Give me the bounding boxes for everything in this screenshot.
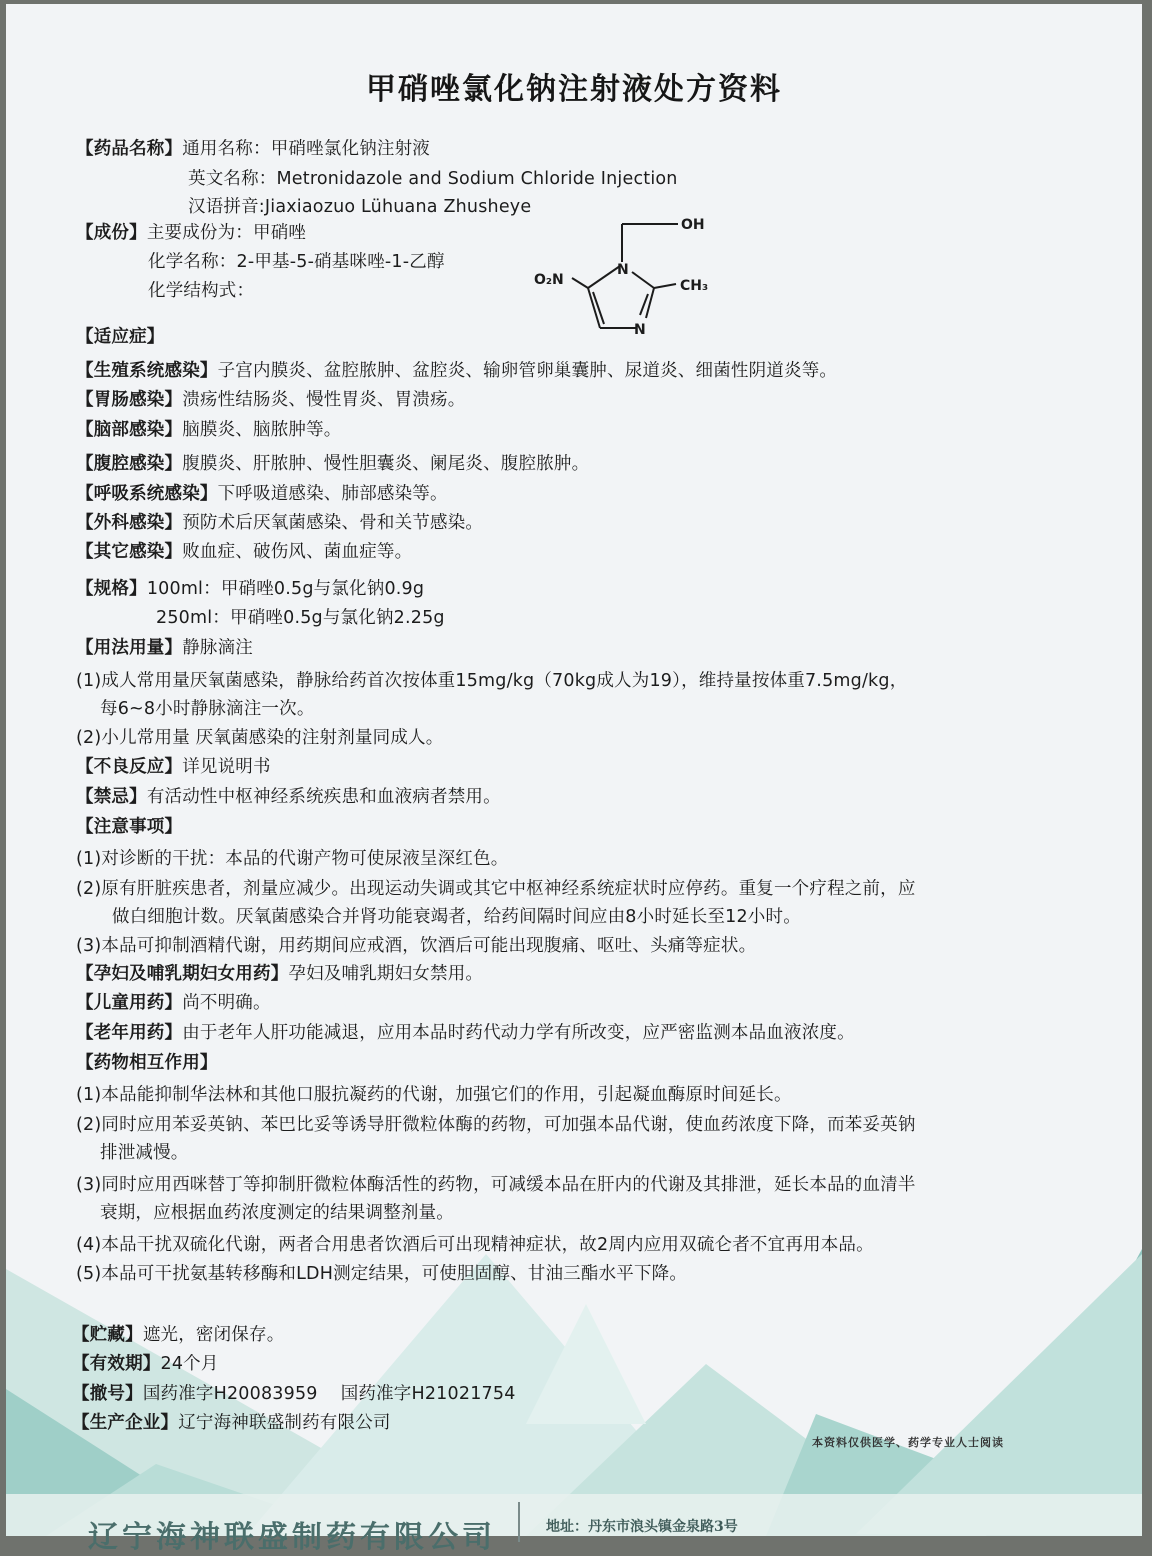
- indication-tag: 【生殖系统感染】: [76, 361, 218, 381]
- children-tag: 【儿童用药】: [76, 993, 183, 1013]
- approval-row: [72, 1383, 516, 1405]
- spec-line-2: 250ml：甲硝唑0.5g与氯化钠2.25g: [156, 608, 445, 628]
- indication-text: 下呼吸道感染、肺部感染等。: [217, 484, 448, 504]
- usage-item-1: (1)成人常用量厌氧菌感染，静脉给药首次按体重15mg/kg（70kg成人为19），维持量按体重7.5mg/kg，: [76, 671, 908, 691]
- english-name: 英文名称：Metronidazole and Sodium Chloride Injection: [188, 169, 678, 189]
- storage-row: [72, 1324, 284, 1346]
- indication-tag: 【脑部感染】: [76, 420, 183, 440]
- structure-n3-label: N: [634, 322, 646, 338]
- interaction-2-cont: 排泄减慢。: [100, 1143, 189, 1163]
- footer-address: 地址：丹东市浪头镇金泉路3号: [546, 1519, 738, 1535]
- precaution-1: (1)对诊断的干扰：本品的代谢产物可使尿液呈深红色。: [76, 849, 509, 869]
- approval-tag: 【撤号】: [72, 1384, 143, 1404]
- composition-tag: 【成份】: [76, 223, 147, 243]
- indication-tag: 【胃肠感染】: [76, 390, 183, 410]
- indication-tag: 【其它感染】: [76, 542, 183, 562]
- composition-row: [76, 222, 306, 244]
- adverse-row: [76, 756, 271, 778]
- children-text: 尚不明确。: [182, 993, 271, 1013]
- footer-company-name: 辽宁海神联盛制药有限公司: [88, 1520, 496, 1555]
- storage-tag: 【贮藏】: [72, 1325, 143, 1345]
- spec-tag: 【规格】: [76, 579, 147, 599]
- indication-item: [76, 483, 448, 505]
- interaction-5: (5)本品可干扰氨基转移酶和LDH测定结果，可使胆固醇、甘油三酯水平下降。: [76, 1264, 688, 1284]
- children-row: [76, 992, 271, 1014]
- spec-line-1: 100ml：甲硝唑0.5g与氯化钠0.9g: [146, 579, 425, 599]
- manufacturer-text: 辽宁海神联盛制药有限公司: [178, 1413, 391, 1433]
- indication-text: 败血症、破伤风、菌血症等。: [182, 542, 413, 562]
- chemical-name: 化学名称：2-甲基-5-硝基咪唑-1-乙醇: [148, 252, 445, 272]
- indication-text: 溃疡性结肠炎、慢性胃炎、胃溃疡。: [182, 390, 466, 410]
- pregnancy-tag: 【孕妇及哺乳期妇女用药】: [76, 964, 289, 984]
- validity-tag: 【有效期】: [72, 1354, 161, 1374]
- manufacturer-tag: 【生产企业】: [72, 1413, 179, 1433]
- approval-text: 国药准字H20083959 国药准字H21021754: [142, 1384, 516, 1404]
- precaution-3: (3)本品可抑制酒精代谢，用药期间应戒酒，饮酒后可能出现腹痛、呕吐、头痛等症状。: [76, 936, 757, 956]
- document-sheet: [6, 4, 1142, 1555]
- validity-text: 24个月: [160, 1354, 219, 1374]
- indication-item: [76, 512, 483, 534]
- pinyin-name: 汉语拼音:Jiaxiaozuo Lühuana Zhusheye: [188, 197, 532, 217]
- indication-item: [76, 419, 342, 441]
- indication-text: 子宫内膜炎、盆腔脓肿、盆腔炎、输卵管卵巢囊肿、尿道炎、细菌性阴道炎等。: [217, 361, 838, 381]
- structure-label: 化学结构式：: [148, 281, 255, 301]
- pregnancy-row: [76, 963, 483, 985]
- usage-route: 静脉滴注: [182, 638, 254, 658]
- usage-row: [76, 637, 253, 659]
- elderly-text: 由于老年人肝功能减退，应用本品时药代动力学有所改变，应严密监测本品血液浓度。: [182, 1023, 855, 1043]
- drug-name-row: [76, 138, 430, 160]
- indication-item: [76, 541, 412, 563]
- indication-tag: 【外科感染】: [76, 513, 183, 533]
- indication-text: 预防术后厌氧菌感染、骨和关节感染。: [182, 513, 484, 533]
- indication-tag: 【呼吸系统感染】: [76, 484, 218, 504]
- indication-tag: 【腹腔感染】: [76, 454, 183, 474]
- usage-item-1-cont: 每6~8小时静脉滴注一次。: [100, 699, 315, 719]
- footer-divider: [518, 1502, 520, 1542]
- elderly-tag: 【老年用药】: [76, 1023, 183, 1043]
- indication-text: 腹膜炎、肝脓肿、慢性胆囊炎、阑尾炎、腹腔脓肿。: [182, 454, 590, 474]
- pregnancy-text: 孕妇及哺乳期妇女禁用。: [288, 964, 484, 984]
- interaction-4: (4)本品干扰双硫化代谢，两者合用患者饮酒后可出现精神症状，故2周内应用双硫仑者不宜再用本品。: [76, 1235, 874, 1255]
- indication-item: [76, 360, 837, 382]
- interaction-3-cont: 衰期，应根据血药浓度测定的结果调整剂量。: [100, 1203, 454, 1223]
- structure-ch3-label: CH₃: [680, 278, 709, 294]
- contra-tag: 【禁忌】: [76, 787, 147, 807]
- precautions-tag: 【注意事项】: [76, 817, 183, 837]
- professional-use-note: 本资料仅供医学、药学专业人士阅读: [812, 1436, 1004, 1449]
- chemical-structure-diagram: [528, 214, 738, 354]
- validity-row: [72, 1353, 219, 1375]
- precaution-2-cont: 做白细胞计数。厌氧菌感染合并肾功能衰竭者，给药间隔时间应由8小时延长至12小时。: [112, 907, 801, 927]
- contra-row: [76, 786, 501, 808]
- adverse-text: 详见说明书: [182, 757, 271, 777]
- elderly-row: [76, 1022, 855, 1044]
- adverse-tag: 【不良反应】: [76, 757, 183, 777]
- indications-tag: 【适应症】: [76, 327, 165, 347]
- storage-text: 遮光，密闭保存。: [142, 1325, 285, 1345]
- interactions-tag: 【药物相互作用】: [76, 1053, 218, 1073]
- decor-triangle: [856, 1254, 1142, 1536]
- indication-item: [76, 389, 465, 411]
- spec-row: [76, 578, 424, 600]
- indication-item: [76, 453, 589, 475]
- structure-o2n-label: O₂N: [534, 272, 564, 288]
- main-ingredient: 主要成份为：甲硝唑: [146, 223, 307, 243]
- generic-name: 通用名称：甲硝唑氯化钠注射液: [182, 139, 431, 159]
- interaction-2: (2)同时应用苯妥英钠、苯巴比妥等诱导肝微粒体酶的药物，可加强本品代谢，使血药浓度下降，而苯妥英钠: [76, 1115, 916, 1135]
- usage-item-2: (2)小儿常用量 厌氧菌感染的注射剂量同成人。: [76, 728, 444, 748]
- manufacturer-row: [72, 1412, 391, 1434]
- interaction-1: (1)本品能抑制华法林和其他口服抗凝药的代谢，加强它们的作用，引起凝血酶原时间延长。: [76, 1085, 792, 1105]
- precaution-2: (2)原有肝脏疾患者，剂量应减少。出现运动失调或其它中枢神经系统症状时应停药。重复一个疗程之前，应: [76, 879, 916, 899]
- drug-name-tag: 【药品名称】: [76, 139, 183, 159]
- page-title: 甲硝唑氯化钠注射液处方资料: [366, 72, 782, 107]
- structure-n1-label: N: [617, 262, 629, 278]
- usage-tag: 【用法用量】: [76, 638, 183, 658]
- interaction-3: (3)同时应用西咪替丁等抑制肝微粒体酶活性的药物，可减缓本品在肝内的代谢及其排泄，延长本品的血清半: [76, 1175, 916, 1195]
- indication-text: 脑膜炎、脑脓肿等。: [182, 420, 342, 440]
- structure-oh-label: OH: [681, 217, 705, 233]
- contra-text: 有活动性中枢神经系统疾患和血液病者禁用。: [146, 787, 501, 807]
